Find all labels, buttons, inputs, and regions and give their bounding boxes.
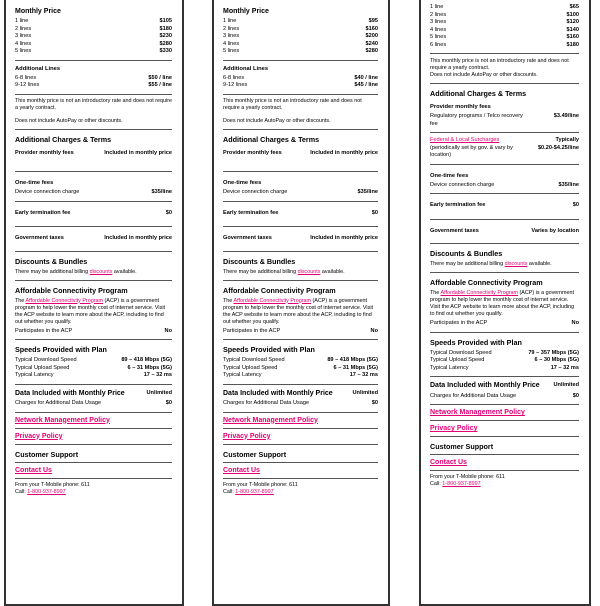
data-included-row: Data Included with Monthly Price Unlimited xyxy=(223,389,378,397)
divider xyxy=(223,226,378,227)
price-row: 4 lines $240 xyxy=(223,40,378,47)
monthly-price-list xyxy=(15,18,172,56)
divider xyxy=(223,60,378,61)
divider xyxy=(15,60,172,61)
price-row: 2 lines $180 xyxy=(15,25,172,32)
autopay-note: Does not include AutoPay or other discounts. xyxy=(430,72,538,78)
intro-rate-note: This monthly price is not an introductory rate and does not require a yearly contract. xyxy=(430,58,569,71)
additional-row: 6-8 lines $40 / line xyxy=(223,74,378,81)
divider xyxy=(15,226,172,227)
divider xyxy=(430,376,579,377)
early-termination-row: Early termination fee $0 xyxy=(430,202,579,208)
speeds-title: Speeds Provided with Plan xyxy=(223,345,315,354)
divider xyxy=(223,428,378,429)
acp-text: The Affordable Connectivity Program (ACP) is a government program to help lower the monthly cost of internet service. Visit the ACP website to learn more about the ACP, including to find out whether you qualify. xyxy=(15,297,166,325)
divider xyxy=(430,332,579,333)
price-row: 6 lines $180 xyxy=(430,41,579,48)
divider xyxy=(430,436,579,437)
acp-title: Affordable Connectivity Program xyxy=(223,285,336,295)
additional-row: 9-12 lines $45 / line xyxy=(223,82,378,88)
speed-row: Typical Upload Speed 6 – 30 Mbps (5G) xyxy=(430,357,579,363)
discounts-link[interactable]: discounts xyxy=(504,261,528,267)
phone-number-link[interactable]: 1-800-937-8997 xyxy=(235,488,274,495)
speed-row: Typical Upload Speed 6 – 31 Mbps (5G) xyxy=(15,364,172,371)
phone-611-text: From your T-Mobile phone: 611 xyxy=(430,474,505,480)
price-row: 4 lines $280 xyxy=(15,40,172,47)
discounts-link[interactable]: discounts xyxy=(297,268,321,275)
government-taxes-row: Government taxes Varies by location xyxy=(430,227,579,234)
speed-row: Typical Download Speed 89 – 418 Mbps (5G) xyxy=(15,357,172,363)
discounts-title: Discounts & Bundles xyxy=(223,256,296,266)
charges-title: Additional Charges & Terms xyxy=(15,134,112,144)
support-title: Customer Support xyxy=(430,442,494,451)
autopay-note: Does not include AutoPay or other discounts. xyxy=(223,117,331,124)
discounts-text: There may be additional billing discounts available. xyxy=(223,268,345,275)
phone-611-text: From your T-Mobile phone: 611 xyxy=(223,481,298,488)
divider xyxy=(15,251,172,252)
divider xyxy=(430,420,579,421)
device-charge-row: Device connection charge $35/line xyxy=(15,189,172,195)
speeds-title: Speeds Provided with Plan xyxy=(15,345,107,354)
divider xyxy=(223,478,378,479)
call-text: Call: 1-800-937-8997 xyxy=(223,488,274,495)
one-time-fees-title: One-time fees xyxy=(430,172,469,179)
divider xyxy=(430,53,579,54)
divider xyxy=(223,444,378,445)
divider xyxy=(15,428,172,429)
acp-participates-row: Participates in the ACP No xyxy=(430,320,579,326)
plan-label-panel-3 xyxy=(419,0,591,606)
plan-label-panel-1 xyxy=(4,0,184,606)
support-title: Customer Support xyxy=(223,449,287,459)
additional-row: 6-8 lines $50 / line xyxy=(15,74,172,81)
privacy-policy-link[interactable]: Privacy Policy xyxy=(430,425,478,432)
price-row: 2 lines $160 xyxy=(223,25,378,32)
divider xyxy=(223,129,378,130)
divider xyxy=(15,444,172,445)
price-row: 2 lines $100 xyxy=(430,11,579,18)
device-charge-row: Device connection charge $35/line xyxy=(223,189,378,195)
surcharges-link[interactable]: Federal & Local Surcharges xyxy=(430,137,500,143)
provider-fees-row: Provider monthly fees Included in monthly price xyxy=(15,149,172,156)
data-charge-row: Charges for Additional Data Usage $0 xyxy=(15,400,172,406)
divider xyxy=(15,412,172,413)
divider xyxy=(15,478,172,479)
discounts-link[interactable]: discounts xyxy=(89,268,113,275)
government-taxes-row: Government taxes Included in monthly price xyxy=(15,235,172,241)
divider xyxy=(223,339,378,340)
speed-row: Typical Upload Speed 6 – 31 Mbps (5G) xyxy=(223,364,378,371)
divider xyxy=(15,129,172,130)
divider xyxy=(430,243,579,244)
discounts-title: Discounts & Bundles xyxy=(15,256,88,266)
additional-lines-title: Additional Lines xyxy=(15,65,61,72)
price-row: 5 lines $160 xyxy=(430,34,579,40)
early-termination-row: Early termination fee $0 xyxy=(223,209,378,216)
speed-row: Typical Latency 17 – 32 ms xyxy=(430,364,579,371)
price-row: 1 line $105 xyxy=(15,18,172,24)
price-row: 3 lines $230 xyxy=(15,33,172,39)
phone-number-link[interactable]: 1-800-937-8997 xyxy=(442,481,481,487)
call-text: Call: 1-800-937-8997 xyxy=(15,488,66,495)
divider xyxy=(223,251,378,252)
monthly-price-title: Monthly Price xyxy=(223,8,269,15)
price-row: 1 line $95 xyxy=(223,18,378,24)
contact-us-link[interactable]: Contact Us xyxy=(430,459,467,466)
divider xyxy=(223,412,378,413)
divider xyxy=(430,470,579,471)
surcharges-row: Federal & Local Surcharges (periodically set by gov. & vary by location) Typically $0.20-$4.25/line xyxy=(430,137,579,158)
speed-row: Typical Latency 17 – 32 ms xyxy=(223,372,378,378)
data-included-row: Data Included with Monthly Price Unlimited xyxy=(430,382,579,389)
divider xyxy=(223,171,378,172)
discounts-title: Discounts & Bundles xyxy=(430,249,503,258)
divider xyxy=(15,384,172,385)
price-row: 5 lines $330 xyxy=(15,48,172,54)
acp-participates-row: Participates in the ACP No xyxy=(15,327,172,334)
discounts-text: There may be additional billing discounts available. xyxy=(430,261,552,267)
divider xyxy=(430,132,579,133)
network-management-link[interactable]: Network Management Policy xyxy=(223,416,318,424)
provider-fees-row: Provider monthly fees Included in monthly price xyxy=(223,149,378,156)
government-taxes-row: Government taxes Included in monthly price xyxy=(223,235,378,241)
acp-link[interactable]: Affordable Connectivity Program xyxy=(440,290,519,296)
acp-title: Affordable Connectivity Program xyxy=(15,285,128,295)
data-charge-row: Charges for Additional Data Usage $0 xyxy=(430,392,579,399)
contact-us-link[interactable]: Contact Us xyxy=(223,466,260,474)
discounts-text: There may be additional billing discounts available. xyxy=(15,268,137,275)
speeds-title: Speeds Provided with Plan xyxy=(430,337,522,347)
divider xyxy=(223,280,378,281)
divider xyxy=(223,94,378,95)
data-included-row: Data Included with Monthly Price Unlimited xyxy=(15,389,172,397)
divider xyxy=(223,201,378,202)
monthly-price-list xyxy=(430,4,579,49)
device-charge-row: Device connection charge $35/line xyxy=(430,181,579,188)
one-time-fees-title: One-time fees xyxy=(223,180,262,186)
speed-row: Typical Latency 17 – 32 ms xyxy=(15,372,172,378)
additional-lines-title: Additional Lines xyxy=(223,65,269,72)
divider xyxy=(223,462,378,463)
acp-text: The Affordable Connectivity Program (ACP) is a government program to help lower the monthly cost of internet service. Visit the ACP website to learn more about the ACP, including to find out whether you qualify. xyxy=(430,290,575,317)
speed-row: Typical Download Speed 89 – 418 Mbps (5G) xyxy=(223,357,378,363)
price-row: 4 lines $140 xyxy=(430,26,579,33)
early-termination-row: Early termination fee $0 xyxy=(15,209,172,216)
autopay-note: Does not include AutoPay or other discounts. xyxy=(15,117,123,124)
acp-text: The Affordable Connectivity Program (ACP) is a government program to help lower the monthly cost of internet service. Visit the ACP website to learn more about the ACP, including to find out whether you qualify. xyxy=(223,297,374,325)
divider xyxy=(15,171,172,172)
acp-link[interactable]: Affordable Connectivity Program xyxy=(25,297,104,304)
divider xyxy=(15,201,172,202)
divider xyxy=(430,454,579,455)
monthly-price-list xyxy=(223,18,378,56)
network-management-link[interactable]: Network Management Policy xyxy=(430,409,525,416)
charges-title: Additional Charges & Terms xyxy=(430,89,527,98)
contact-us-link[interactable]: Contact Us xyxy=(15,466,52,474)
acp-title: Affordable Connectivity Program xyxy=(430,278,543,287)
privacy-policy-link[interactable]: Privacy Policy xyxy=(223,432,271,440)
intro-rate-note: This monthly price is not an introductory rate and does not require a yearly contract. xyxy=(15,97,173,111)
price-row: 1 line $65 xyxy=(430,4,579,10)
call-text: Call: 1-800-937-8997 xyxy=(430,481,481,487)
additional-row: 9-12 lines $55 / line xyxy=(15,82,172,88)
speed-row: Typical Download Speed 79 – 357 Mbps (5G) xyxy=(430,349,579,356)
divider xyxy=(430,219,579,220)
divider xyxy=(430,83,579,84)
price-row: 3 lines $200 xyxy=(223,33,378,39)
price-row: 5 lines $280 xyxy=(223,48,378,54)
plan-label-panel-2 xyxy=(212,0,390,606)
provider-fees-title: Provider monthly fees xyxy=(430,104,491,110)
divider xyxy=(223,384,378,385)
divider xyxy=(430,193,579,194)
support-title: Customer Support xyxy=(15,449,79,459)
phone-number-link[interactable]: 1-800-937-8997 xyxy=(27,488,66,495)
divider xyxy=(15,280,172,281)
divider xyxy=(15,339,172,340)
acp-link[interactable]: Affordable Connectivity Program xyxy=(233,297,312,304)
divider xyxy=(15,94,172,95)
divider xyxy=(430,164,579,165)
divider xyxy=(430,272,579,273)
one-time-fees-title: One-time fees xyxy=(15,180,54,186)
price-row: 3 lines $120 xyxy=(430,19,579,25)
acp-participates-row: Participates in the ACP No xyxy=(223,327,378,334)
charges-title: Additional Charges & Terms xyxy=(223,134,320,144)
monthly-price-title: Monthly Price xyxy=(15,8,61,15)
data-charge-row: Charges for Additional Data Usage $0 xyxy=(223,400,378,406)
divider xyxy=(15,462,172,463)
phone-611-text: From your T-Mobile phone: 611 xyxy=(15,481,90,488)
network-management-link[interactable]: Network Management Policy xyxy=(15,416,110,424)
privacy-policy-link[interactable]: Privacy Policy xyxy=(15,432,63,440)
divider xyxy=(430,404,579,405)
intro-rate-note: This monthly price is not an introductory rate and does not require a yearly contract. xyxy=(223,97,362,111)
regulatory-fee-row: Regulatory programs / Telco recovery fee $3.49/line xyxy=(430,113,579,127)
